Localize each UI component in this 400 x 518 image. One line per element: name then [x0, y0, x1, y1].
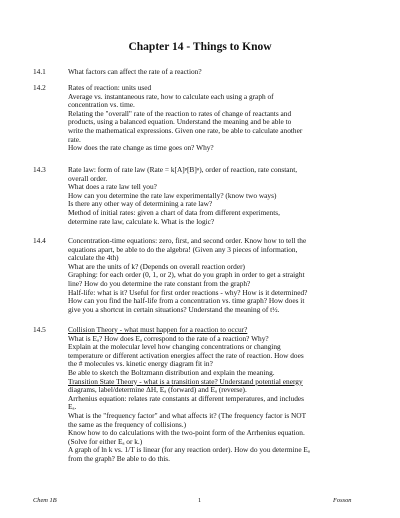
- section-line: What factors can affect the rate of a reaction?: [68, 67, 202, 76]
- section-body: [68, 84, 378, 153]
- section-line: temperature or different activation energies affect the rate of reaction. How does: [68, 350, 304, 360]
- section-line: Explain at the molecular level how changing concentrations or changing: [68, 342, 281, 352]
- section-line: Collision Theory - what must happen for a reaction to occur?: [68, 325, 248, 334]
- section-line: Relating the "overall" rate of the reaction to rates of change of reactants and: [68, 108, 292, 118]
- page-title: Chapter 14 - Things to Know: [128, 41, 272, 53]
- section-line: What does a rate law tell you?: [68, 182, 157, 192]
- section-line: Rate law: form of rate law (Rate = k[A]ᵖ[B]ᵠ), order of reaction, rate constant,: [68, 165, 298, 174]
- section-line: Is there any other way of determining a rate law?: [68, 199, 213, 209]
- section-line: products, using a balanced equation. Understand the meaning and be able to: [68, 117, 292, 127]
- section-line: from the graph? Be able to do this.: [68, 453, 170, 463]
- section-line: Arrhenius equation: relates rate constants at different temperatures, and includes: [68, 393, 305, 403]
- section-line: line? How do you determine the rate constant from the graph?: [68, 278, 251, 288]
- section-line: Rates of reaction: units used: [68, 83, 152, 92]
- section-line: How can you determine the rate law experimentally? (know two ways): [68, 190, 277, 200]
- footer-page-number: 1: [198, 497, 202, 504]
- section-line: concentration vs. time.: [68, 100, 135, 110]
- footer-course: Chem 1B: [33, 497, 57, 504]
- section-body: [68, 326, 378, 464]
- section-line: A graph of ln k vs. 1/T is linear (for any reaction order). How do you determine Eₐ: [68, 445, 310, 455]
- section-body: [68, 68, 378, 77]
- section-line: Transition State Theory - what is a transition state? Understand potential energy: [68, 376, 303, 386]
- section-line: What are the units of k? (Depends on overall reaction order): [68, 261, 245, 271]
- section-number: 14.4: [33, 236, 46, 245]
- section-line: How can you find the half-life from a concentration vs. time graph? How does it: [68, 296, 305, 306]
- section-line: What is Eₐ? How does Eₐ correspond to the rate of a reaction? Why?: [68, 333, 269, 343]
- section-number: 14.1: [33, 67, 46, 76]
- section-line: Know how to do calculations with the two-point form of the Arrhenius equation.: [68, 428, 305, 438]
- section-line: Eₐ.: [68, 402, 77, 412]
- section-line: give you a shortcut in certain situations? Understand the meaning of t½.: [68, 304, 280, 314]
- section-line: Concentration-time equations: zero, first, and second order. Know how to tell the: [68, 236, 307, 245]
- section-number: 14.2: [33, 83, 46, 92]
- section-line: Be able to sketch the Boltzmann distribution and explain the meaning.: [68, 367, 275, 377]
- section-line: Method of initial rates: given a chart of data from different experiments,: [68, 207, 280, 217]
- section-line: overall order.: [68, 173, 108, 183]
- section-line: write the mathematical expressions. Given one rate, be able to calculate another: [68, 125, 303, 135]
- section-line: What is the "frequency factor" and what affects it? (The frequency factor is NOT: [68, 410, 307, 420]
- section-line: Graphing: for each order (0, 1, or 2), what do you graph in order to get a straight: [68, 270, 305, 280]
- section-body: [68, 237, 378, 314]
- section-line: calculate the 4th): [68, 253, 119, 263]
- section-line: Average vs. instantaneous rate, how to calculate each using a graph of: [68, 91, 274, 101]
- section-number: 14.3: [33, 165, 46, 174]
- section-line: rate.: [68, 134, 81, 144]
- section-line: the same as the frequency of collisions.): [68, 419, 187, 429]
- section-line: Half-life: what is it? Useful for first order reactions - why? How is it determined?: [68, 287, 308, 297]
- section-line: determine rate law, calculate k. What is the logic?: [68, 216, 215, 226]
- section-line: (Solve for either Eₐ or k.): [68, 436, 143, 446]
- section-line: equations apart, be able to do the algebra! (Given any 3 pieces of information,: [68, 244, 298, 254]
- section-number: 14.5: [33, 325, 46, 334]
- section-body: [68, 166, 378, 226]
- footer-author: Fosson: [333, 497, 352, 504]
- section-line: How does the rate change as time goes on? Why?: [68, 143, 214, 153]
- section-line: diagrams, label/determine ΔH, Eₐ (forward) and Eₐ (reverse).: [68, 385, 247, 395]
- section-line: the # molecules vs. kinetic energy diagram fit in?: [68, 359, 213, 369]
